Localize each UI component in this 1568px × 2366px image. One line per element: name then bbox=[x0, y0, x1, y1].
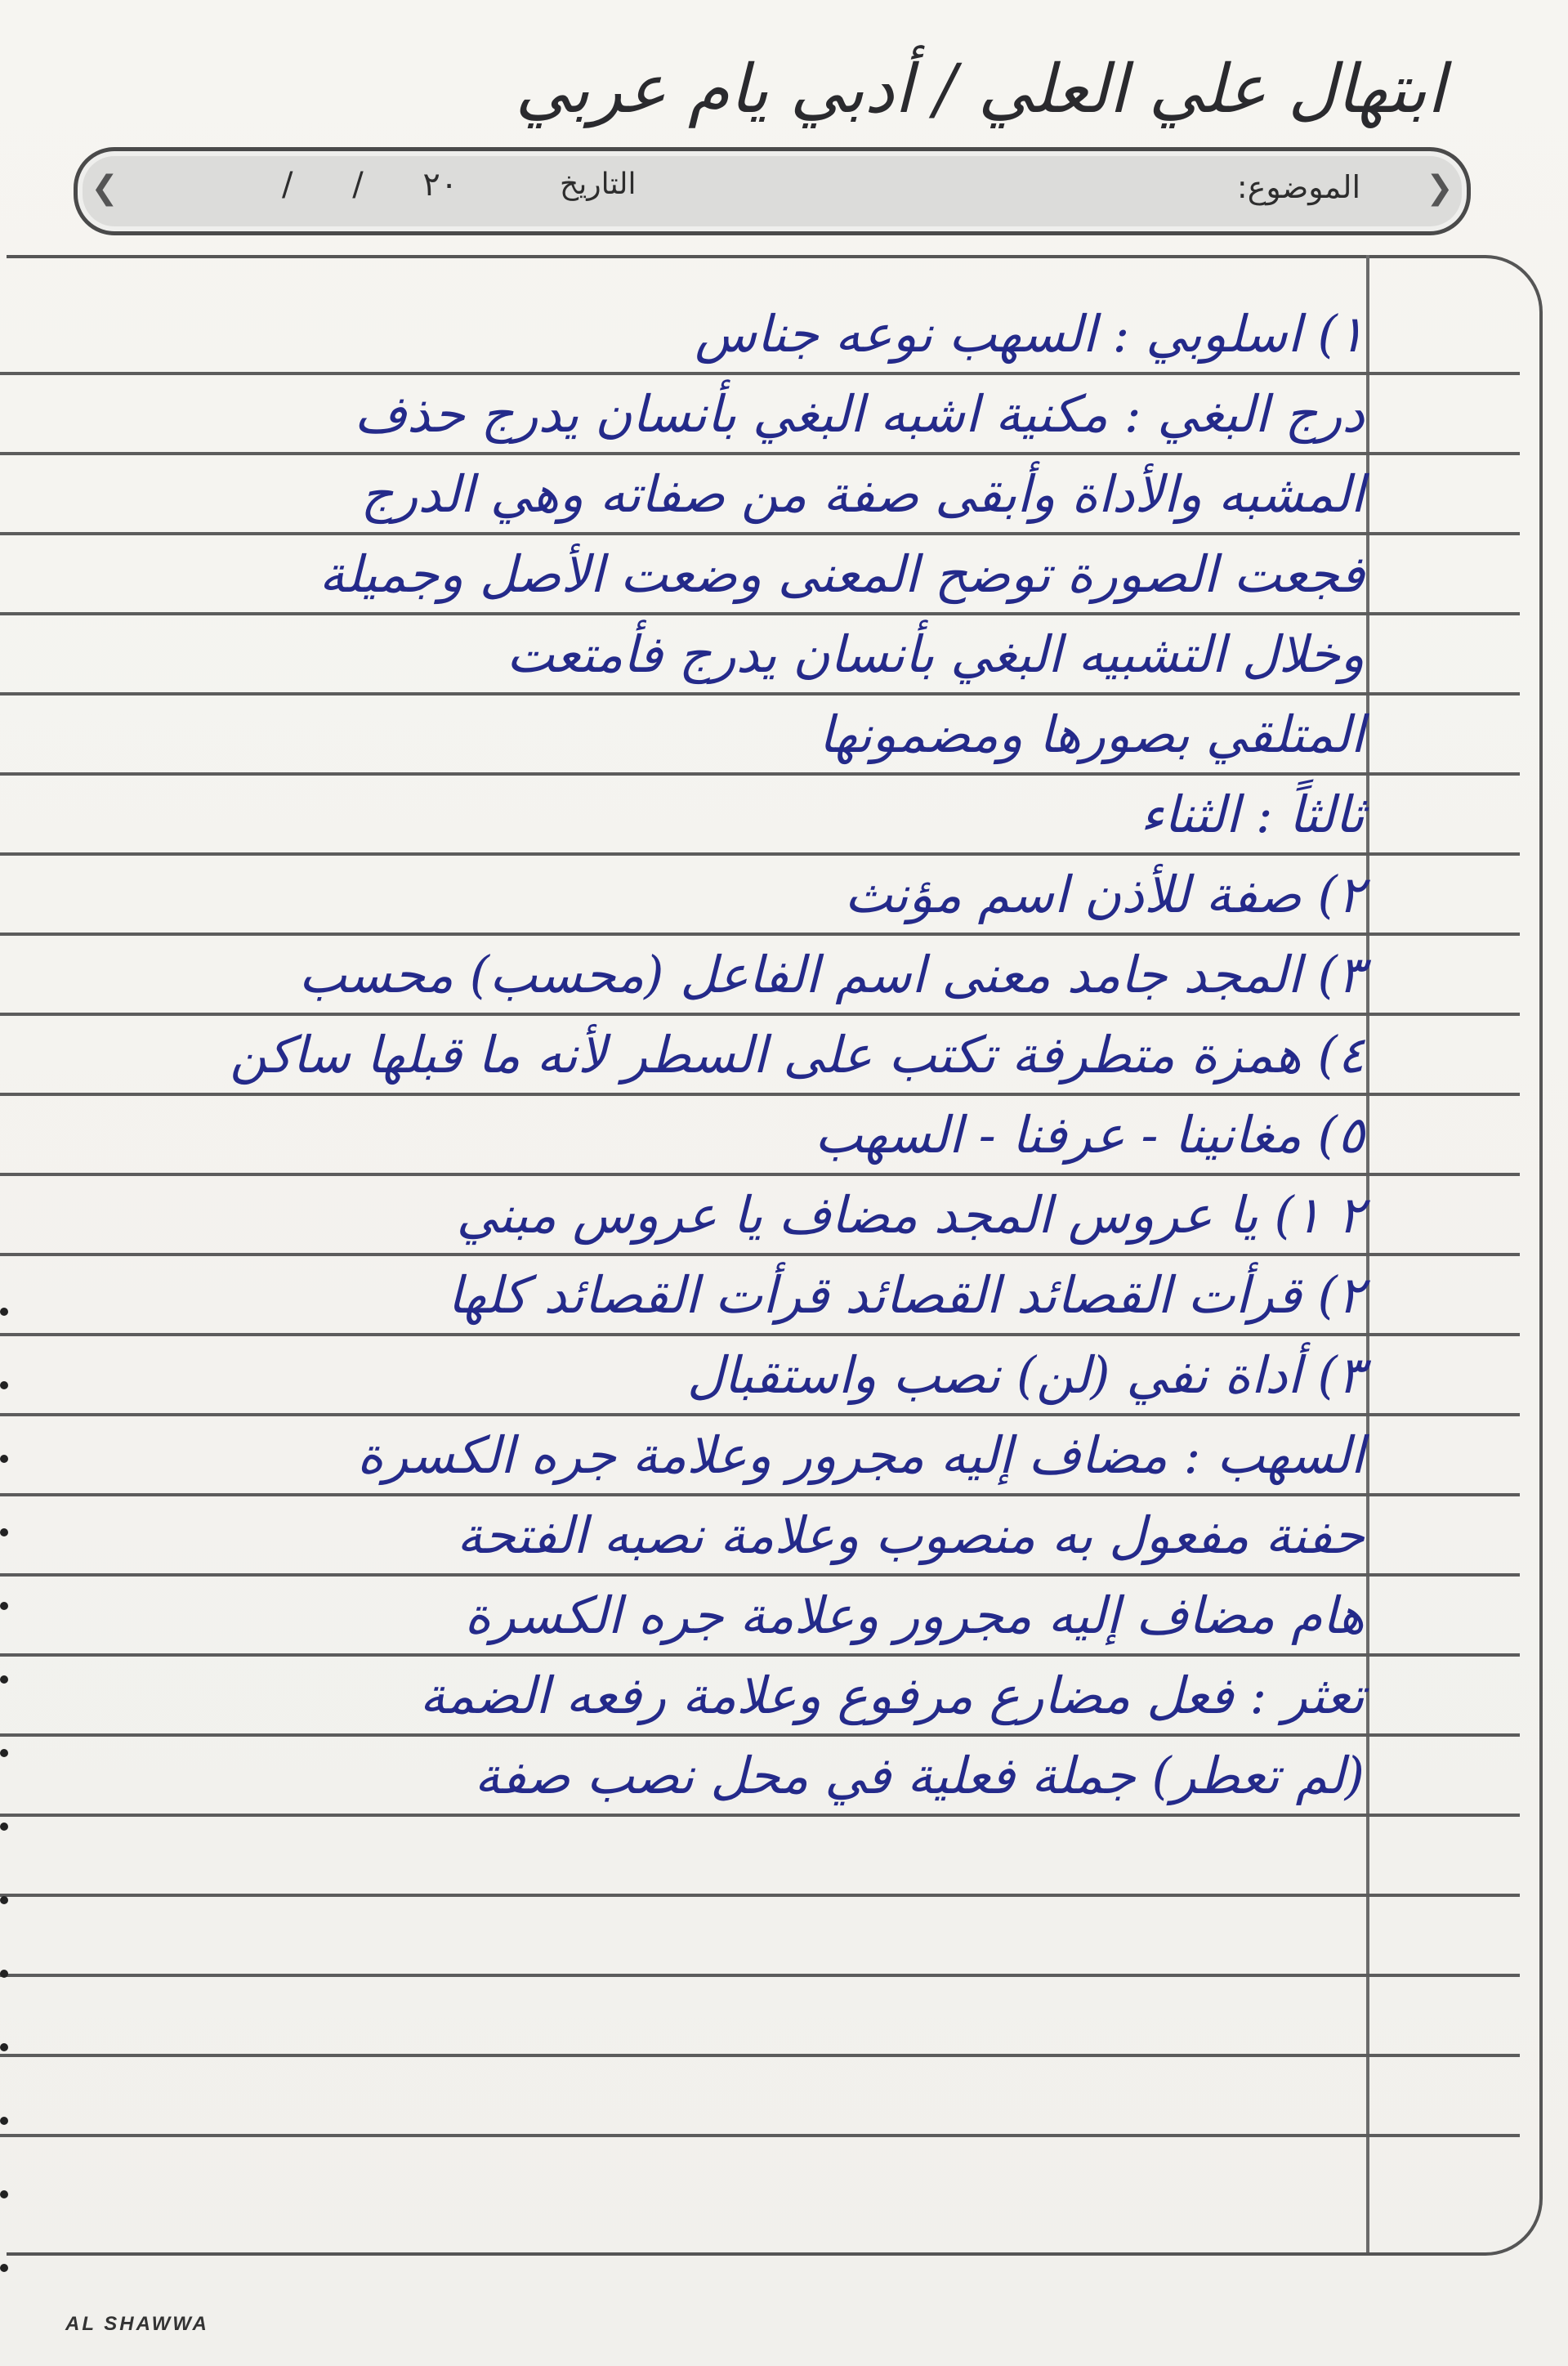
note-line: فجعت الصورة توضح المعنى وضعت الأصل وجميلة bbox=[319, 544, 1365, 604]
ruled-line bbox=[0, 1974, 1520, 1977]
note-line: حفنة مفعول به منصوب وعلامة نصبه الفتحة bbox=[457, 1505, 1365, 1565]
binding-dot bbox=[0, 1602, 8, 1610]
binding-dot bbox=[0, 1675, 8, 1684]
date-label: التاريخ bbox=[560, 168, 637, 201]
note-line: (لم تعطر) جملة فعلية في محل نصب صفة bbox=[474, 1746, 1365, 1805]
note-line: ٥) مغانينا - عرفنا - السهب bbox=[815, 1105, 1365, 1165]
binding-dot bbox=[0, 2264, 8, 2272]
ruled-line bbox=[0, 2054, 1520, 2057]
topic-date-bar bbox=[74, 147, 1471, 235]
note-line: ٣) المجد جامد معنى اسم الفاعل (محسب) محسب bbox=[298, 945, 1365, 1004]
ornament-right-icon: ❯ bbox=[1426, 169, 1454, 207]
note-line: وخلال التشبيه البغي بأنسان يدرج فأمتعت bbox=[506, 624, 1365, 684]
ornament-left-icon: ❮ bbox=[91, 169, 118, 207]
handwritten-name-heading: ابتهال علي العلي / أدبي يام عربي bbox=[515, 51, 1445, 128]
note-line: المتلقي بصورها ومضمونها bbox=[819, 704, 1365, 764]
binding-dot bbox=[0, 1528, 8, 1536]
date-slots: ٢٠ / / bbox=[282, 166, 458, 204]
binding-dot bbox=[0, 1308, 8, 1316]
ruled-line bbox=[0, 1894, 1520, 1897]
binding-dot bbox=[0, 1896, 8, 1904]
note-line: ثالثاً : الثناء bbox=[1140, 785, 1365, 844]
binding-dot bbox=[0, 2190, 8, 2198]
ruled-line bbox=[0, 2134, 1520, 2137]
subject-label: الموضوع: bbox=[1236, 169, 1360, 205]
brand-footer: AL SHAWWA bbox=[65, 2313, 209, 2335]
note-line: ٢) صفة للأذن اسم مؤنث bbox=[844, 865, 1365, 924]
binding-dot bbox=[0, 1823, 8, 1831]
binding-dot bbox=[0, 1970, 8, 1978]
note-line: هام مضاف إليه مجرور وعلامة جره الكسرة bbox=[464, 1586, 1365, 1645]
binding-dot bbox=[0, 1749, 8, 1757]
note-line: ٤) همزة متطرفة تكتب على السطر لأنه ما قبلها ساكن bbox=[230, 1025, 1365, 1085]
note-line: ٣) أداة نفي (لن) نصب واستقبال bbox=[686, 1345, 1365, 1405]
binding-dot bbox=[0, 2043, 8, 2051]
note-line: ١) اسلوبي : السهب نوعه جناس bbox=[695, 304, 1365, 364]
binding-dot bbox=[0, 2117, 8, 2125]
note-line: ٢) قرأت القصائد القصائد قرأت القصائد كلها bbox=[448, 1265, 1365, 1325]
binding-dot bbox=[0, 1455, 8, 1463]
note-line: تعثر : فعل مضارع مرفوع وعلامة رفعه الضمة bbox=[419, 1666, 1365, 1725]
note-line: السهب : مضاف إليه مجرور وعلامة جره الكسرة bbox=[356, 1425, 1365, 1485]
note-line: درج البغي : مكنية اشبه البغي بأنسان يدرج حذف bbox=[354, 384, 1365, 444]
note-line: المشبه والأداة وأبقى صفة من صفاته وهي الدرج bbox=[360, 464, 1365, 524]
binding-dot bbox=[0, 1381, 8, 1389]
note-line: ٢ ١) يا عروس المجد مضاف يا عروس مبني bbox=[456, 1185, 1365, 1245]
